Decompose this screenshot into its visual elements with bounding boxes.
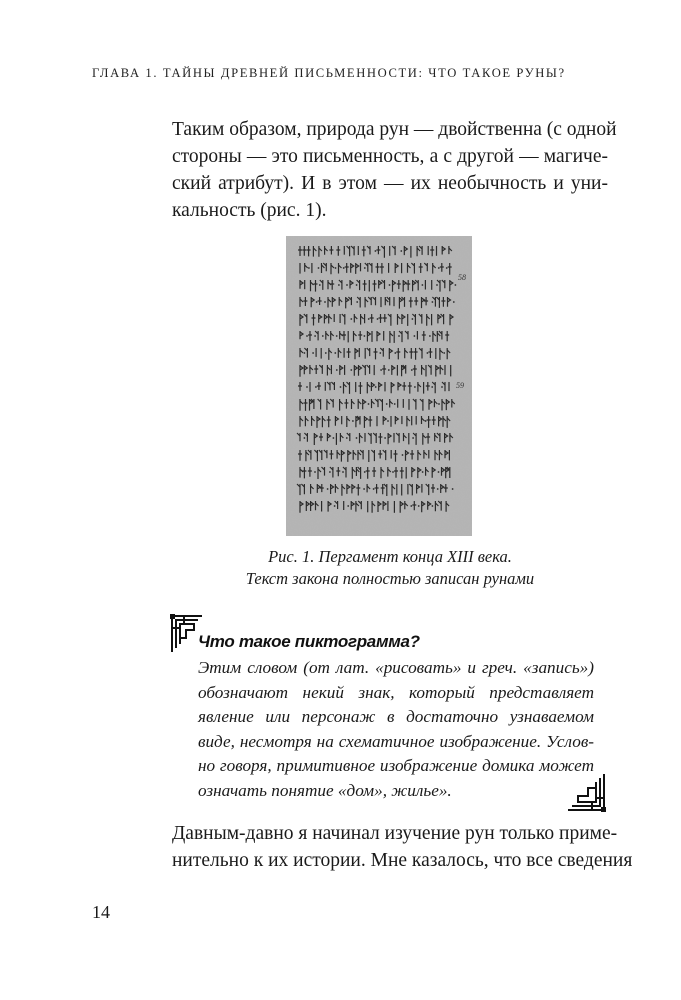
rune-separator [429, 335, 431, 337]
parchment-figure [286, 236, 472, 536]
rune-separator [318, 267, 320, 269]
closing-paragraph [172, 820, 633, 874]
rune-separator [364, 335, 366, 337]
rune-separator [389, 284, 391, 286]
rune-separator [388, 369, 390, 371]
closing-line: Давным-давно я начинал изучение рун только приме- [172, 823, 618, 844]
rune-separator [356, 301, 358, 303]
rune-separator [402, 454, 404, 456]
rune-separator [384, 437, 386, 439]
info-box-line: виде, несмотря на схематичное изображение. Услов- [198, 731, 594, 751]
rune-separator [400, 250, 402, 252]
rune-separator [322, 335, 324, 337]
rune-separator [364, 267, 366, 269]
rune-separator [350, 369, 352, 371]
rune-separator [431, 386, 433, 388]
rune-separator [368, 403, 370, 405]
info-box-line: Этим словом (от лат. «рисовать» и греч. «запись») [198, 658, 594, 677]
rune-separator [334, 505, 336, 507]
rune-separator [412, 318, 414, 320]
rune-separator [319, 284, 321, 286]
margin-note-58: 58 [458, 273, 466, 282]
rune-separator [352, 420, 354, 422]
rune-separator [347, 505, 349, 507]
rune-separator [314, 335, 316, 337]
rune-separator [443, 352, 445, 354]
rune-separator [356, 284, 358, 286]
rune-separator [375, 250, 377, 252]
rune-separator [340, 386, 342, 388]
rune-separator [437, 488, 439, 490]
rune-separator [425, 420, 427, 422]
rune-separator [325, 352, 327, 354]
rune-separator [427, 352, 429, 354]
rune-separator [343, 267, 345, 269]
rune-separator [386, 403, 388, 405]
rune-separator [333, 437, 335, 439]
closing-line: нительно к их истории. Мне казалось, что все сведения [172, 850, 633, 871]
rune-separator [422, 284, 424, 286]
rune-separator [418, 505, 420, 507]
rune-separator [312, 352, 314, 354]
parchment-image [286, 236, 472, 536]
rune-separator [304, 352, 306, 354]
info-box-line: означать понятие «дом», жилье». [198, 780, 452, 800]
rune-separator [411, 369, 413, 371]
rune-separator [398, 335, 400, 337]
rune-separator [414, 335, 416, 337]
caption-line-1: Рис. 1. Пергамент конца XIII века. [268, 547, 512, 566]
rune-separator [392, 471, 394, 473]
rune-separator [380, 369, 382, 371]
rune-separator [441, 386, 443, 388]
rune-separator [336, 369, 338, 371]
rune-separator [327, 488, 329, 490]
rune-separator [314, 471, 316, 473]
rune-separator [387, 420, 389, 422]
rune-separator [315, 386, 317, 388]
rune-separator [410, 505, 412, 507]
running-head: ГЛАВА 1. ТАЙНЫ ДРЕВНЕЙ ПИСЬМЕННОСТИ: ЧТО ТАКОЕ РУНЫ? [92, 66, 566, 80]
caption-line-2: Текст закона полностью записан рунами [245, 569, 535, 588]
info-box-line: но говоря, примитивное изображение домика может [198, 756, 594, 775]
info-box-line: явление или персонаж в достаточно узнаваемом [198, 707, 594, 726]
rune-separator [453, 301, 455, 303]
rune-separator [412, 437, 414, 439]
rune-separator [346, 437, 348, 439]
rune-separator [324, 301, 326, 303]
info-box-title: Что такое пиктограмма? [198, 632, 420, 651]
rune-separator [379, 352, 381, 354]
intro-line: ский атрибут). И в этом — их необычность и уни- [172, 173, 608, 194]
rune-separator [342, 471, 344, 473]
intro-paragraph [172, 116, 617, 224]
rune-separator [363, 488, 365, 490]
rune-separator [304, 437, 306, 439]
rune-separator [336, 335, 338, 337]
rune-separator [452, 488, 454, 490]
rune-separator [432, 505, 434, 507]
rune-separator [306, 335, 308, 337]
page-number: 14 [92, 902, 110, 922]
intro-line: кальность (рис. 1). [172, 200, 327, 221]
rune-separator [335, 267, 337, 269]
rune-separator [364, 471, 366, 473]
rune-separator [438, 403, 440, 405]
rune-separator [438, 471, 440, 473]
margin-note-59: 59 [456, 381, 464, 390]
rune-separator [373, 488, 375, 490]
rune-separator [329, 471, 331, 473]
rune-separator [432, 301, 434, 303]
rune-separator [306, 386, 308, 388]
info-box-line: обозначают некий знак, который представляет [198, 682, 594, 702]
rune-separator [334, 352, 336, 354]
rune-separator [414, 386, 416, 388]
rune-separator [422, 471, 424, 473]
rune-separator [346, 284, 348, 286]
rune-separator [375, 386, 377, 388]
rune-separator [356, 437, 358, 439]
rune-separator [394, 352, 396, 354]
rune-separator [394, 403, 396, 405]
figure-caption [172, 546, 608, 590]
info-box-body [198, 656, 594, 803]
rune-separator [377, 318, 379, 320]
rune-separator [308, 267, 310, 269]
rune-separator [436, 284, 438, 286]
rune-separator [350, 318, 352, 320]
rune-separator [338, 284, 340, 286]
ornament-corner-bottom-right-icon [566, 772, 606, 812]
rune-separator [446, 267, 448, 269]
intro-line: Таким образом, природа рун — двойственна (с одной [172, 119, 617, 140]
rune-separator [368, 318, 370, 320]
rune-separator [316, 301, 318, 303]
rune-separator [455, 284, 457, 286]
intro-line: стороны — это письменность, а с другой — магиче- [172, 146, 608, 167]
rune-separator [438, 267, 440, 269]
